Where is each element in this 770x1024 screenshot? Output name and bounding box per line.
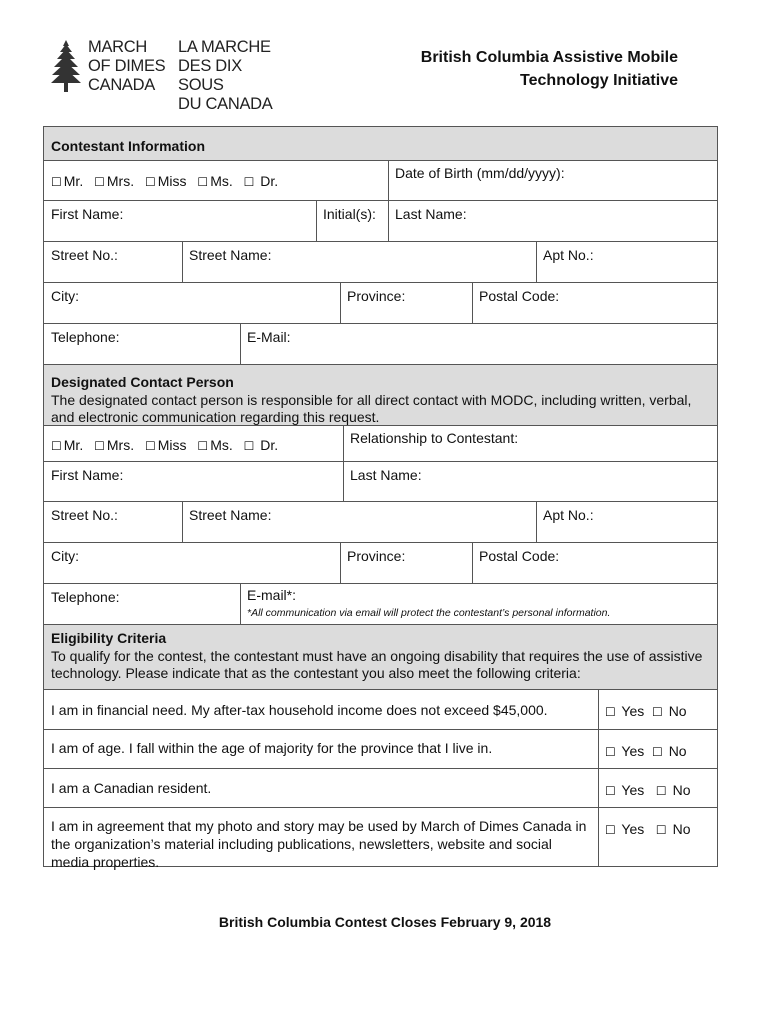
checkbox-icon: ☐ [51, 439, 62, 453]
yes-option[interactable]: ☐ Yes [605, 703, 645, 719]
designated-relationship-field[interactable]: Relationship to Contestant: [350, 430, 519, 446]
criterion-financial-need-options [598, 698, 717, 725]
criterion-canadian-resident-options [598, 777, 717, 804]
criterion-photo-consent-options [598, 816, 717, 843]
logo-french [178, 38, 290, 114]
designated-city-field[interactable]: City: [51, 548, 79, 564]
contestant-last-name-field[interactable]: Last Name: [395, 206, 467, 222]
maple-tree-icon [50, 38, 82, 94]
contestant-initials-field[interactable]: Initial(s): [323, 206, 376, 222]
checkbox-icon: ☐ [605, 823, 616, 837]
no-option[interactable]: ☐ No [655, 782, 691, 798]
yes-option[interactable]: ☐ Yes [605, 743, 645, 759]
criterion-age-of-majority: I am of age. I fall within the age of majority for the province that I live in. [51, 740, 493, 756]
designated-apt-no-field[interactable]: Apt No.: [543, 507, 594, 523]
document-title [421, 46, 678, 92]
salutation-mr[interactable]: ☐ Mr. [51, 437, 84, 453]
contestant-email-field[interactable]: E-Mail: [247, 329, 291, 345]
salutation-dr[interactable]: ☐ Dr. [243, 173, 279, 189]
contestant-postal-code-field[interactable]: Postal Code: [479, 288, 560, 304]
designated-heading: Designated Contact Person [51, 374, 234, 390]
checkbox-icon: ☐ [655, 823, 667, 837]
checkbox-icon: ☐ [144, 175, 156, 189]
march-of-dimes-logo [50, 38, 290, 113]
checkbox-icon: ☐ [197, 175, 209, 189]
designated-last-name-field[interactable]: Last Name: [350, 467, 422, 483]
no-option[interactable]: ☐ No [652, 703, 687, 719]
checkbox-icon: ☐ [652, 705, 663, 719]
checkbox-icon: ☐ [605, 705, 616, 719]
contestant-heading: Contestant Information [51, 138, 205, 154]
eligibility-description: To qualify for the contest, the contestant must have an ongoing disability that requires the use of assistive technology. Please indicate that as the contestant you also meet the following criteria: [51, 647, 703, 681]
logo-text: LA MARCHE [178, 38, 271, 56]
criterion-canadian-resident: I am a Canadian resident. [51, 780, 212, 796]
no-option[interactable]: ☐ No [655, 821, 691, 837]
title-line: Technology Initiative [520, 72, 678, 89]
logo-text: DU CANADA [178, 95, 273, 113]
contestant-apt-no-field[interactable]: Apt No.: [543, 247, 594, 263]
logo-text: MARCH [88, 38, 147, 56]
yes-option[interactable]: ☐ Yes [605, 821, 645, 837]
designated-street-no-field[interactable]: Street No.: [51, 507, 118, 523]
checkbox-icon: ☐ [655, 784, 667, 798]
contestant-dob-field[interactable]: Date of Birth (mm/dd/yyyy): [395, 165, 565, 181]
no-option[interactable]: ☐ No [652, 743, 687, 759]
salutation-dr[interactable]: ☐ Dr. [243, 437, 279, 453]
checkbox-icon: ☐ [243, 175, 255, 189]
checkbox-icon: ☐ [605, 745, 616, 759]
salutation-ms[interactable]: ☐ Ms. [197, 437, 233, 453]
contestant-street-no-field[interactable]: Street No.: [51, 247, 118, 263]
criterion-financial-need: I am in financial need. My after-tax household income does not exceed $45,000. [51, 702, 548, 718]
designated-salutation-group [44, 432, 343, 459]
contest-deadline: British Columbia Contest Closes February 9, 2018 [218, 914, 552, 930]
criterion-age-of-majority-options [598, 738, 717, 765]
email-privacy-note: *All communication via email will protect the contestant’s personal information. [247, 607, 611, 619]
designated-province-field[interactable]: Province: [347, 548, 406, 564]
checkbox-icon: ☐ [51, 175, 62, 189]
checkbox-icon: ☐ [652, 745, 663, 759]
contestant-street-name-field[interactable]: Street Name: [189, 247, 272, 263]
contestant-province-field[interactable]: Province: [347, 288, 406, 304]
eligibility-section-header [44, 626, 717, 687]
designated-contact-section-header [44, 370, 717, 431]
contestant-city-field[interactable]: City: [51, 288, 79, 304]
checkbox-icon: ☐ [144, 439, 156, 453]
logo-english [88, 38, 165, 95]
salutation-mrs[interactable]: ☐ Mrs. [94, 173, 135, 189]
salutation-ms[interactable]: ☐ Ms. [197, 173, 233, 189]
checkbox-icon: ☐ [243, 439, 255, 453]
designated-postal-code-field[interactable]: Postal Code: [479, 548, 560, 564]
salutation-mr[interactable]: ☐ Mr. [51, 173, 84, 189]
contestant-first-name-field[interactable]: First Name: [51, 206, 124, 222]
contestant-telephone-field[interactable]: Telephone: [51, 329, 120, 345]
checkbox-icon: ☐ [94, 175, 105, 189]
title-line: British Columbia Assistive Mobile [420, 49, 678, 66]
designated-email-label: E-mail*: [247, 587, 297, 603]
contestant-salutation-group [44, 168, 388, 195]
criterion-photo-consent: I am in agreement that my photo and story may be used by March of Dimes Canada in the organization’s material including publications, newsletters, website and social media properties. [51, 818, 587, 870]
logo-text: OF DIMES [88, 57, 166, 75]
designated-first-name-field[interactable]: First Name: [51, 467, 124, 483]
checkbox-icon: ☐ [605, 784, 616, 798]
designated-description: The designated contact person is responsible for all direct contact with MODC, including written, verbal, and electronic communication regarding this request. [51, 391, 692, 425]
logo-text: DES DIX SOUS [178, 57, 242, 94]
eligibility-heading: Eligibility Criteria [51, 630, 167, 646]
salutation-miss[interactable]: ☐ Miss [144, 173, 187, 189]
salutation-mrs[interactable]: ☐ Mrs. [94, 437, 135, 453]
designated-street-name-field[interactable]: Street Name: [189, 507, 272, 523]
checkbox-icon: ☐ [94, 439, 105, 453]
designated-email-field[interactable] [240, 584, 717, 624]
checkbox-icon: ☐ [197, 439, 209, 453]
designated-telephone-field[interactable]: Telephone: [51, 589, 120, 605]
yes-option[interactable]: ☐ Yes [605, 782, 645, 798]
logo-text: CANADA [88, 76, 155, 94]
salutation-miss[interactable]: ☐ Miss [144, 437, 187, 453]
